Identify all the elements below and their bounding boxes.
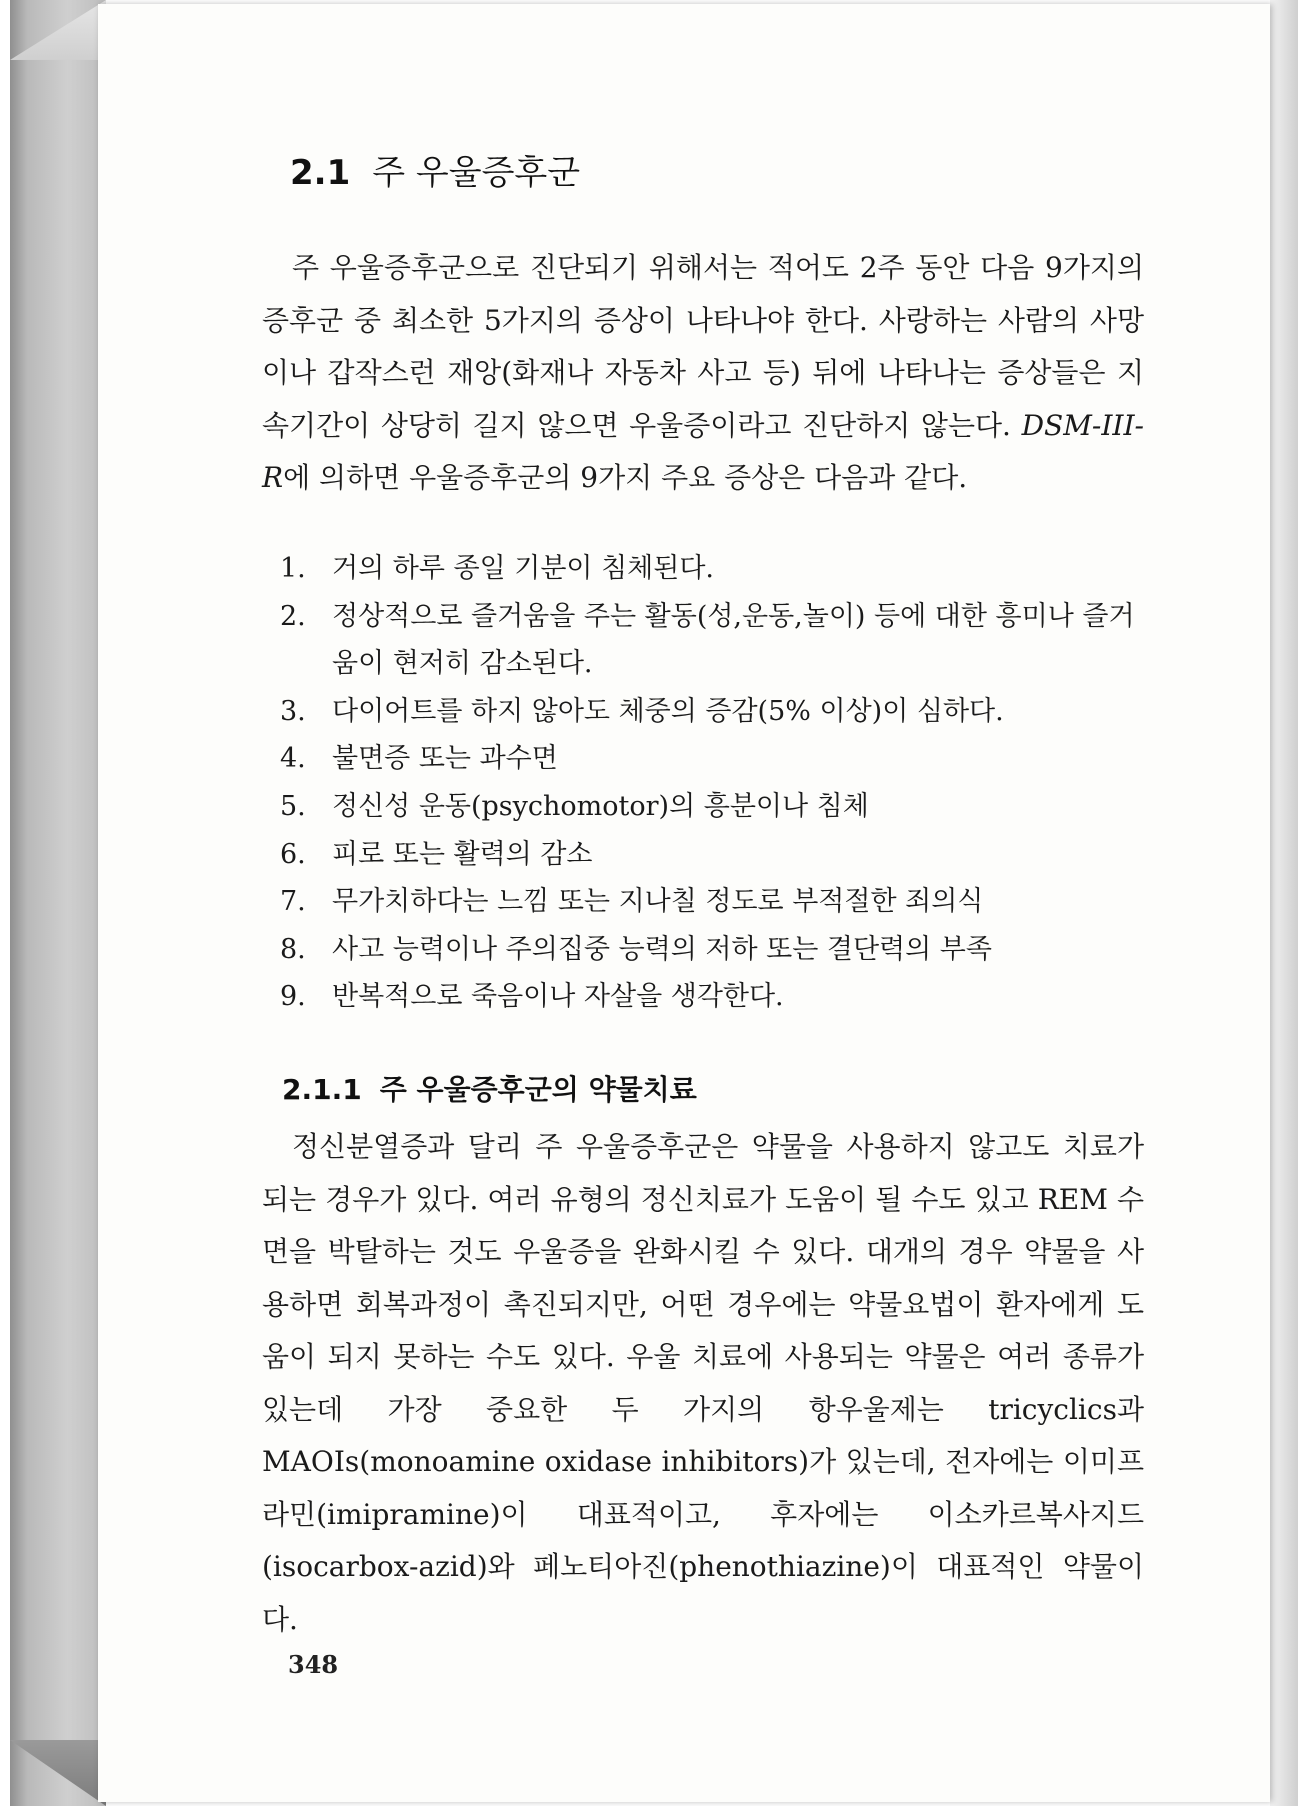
list-item [280,593,1146,688]
list-text: 정신성 운동(psychomotor)의 흥분이나 침체 [332,790,869,822]
list-number: 4. [280,743,306,775]
list-text: 정상적으로 즐거움을 주는 활동(성,운동,놀이) 등에 대한 흥미나 즐거움이 현저히 감소된다. [332,600,1135,680]
list-text: 거의 하루 종일 기분이 침체된다. [332,553,714,584]
symptom-list [280,545,1146,1021]
list-text: 불면증 또는 과수면 [332,743,558,775]
list-text: 무가치하다는 느낌 또는 지나칠 정도로 부적절한 죄의식 [332,886,984,918]
list-text: 다이어트를 하지 않아도 체중의 증감(5% 이상)이 심하다. [332,695,1004,727]
section-title [290,145,580,194]
list-text: 반복적으로 죽음이나 자살을 생각한다. [332,981,784,1013]
subsection-number: 2.1.1 [282,1073,362,1106]
subsection-title-text: 주 우울증후군의 약물치료 [379,1073,697,1106]
list-number: 5. [280,790,306,822]
list-item [280,735,1146,783]
intro-lead: 주 우울증후군으로 진단되기 위해서는 적어도 2주 동안 다음 9가지의 증후군 중 최소한 5가지의 증상이 나타나야 한다. 사랑하는 사람의 사망이나 갑작스런 재앙(화재나 자동차 사고 등) 뒤에 나타나는 증상들은 지속기간이 상당히 길지 않으면 우울증이라고 진단하지 않는다. [262,251,1144,442]
book-spine [10,0,106,1806]
list-number: 2. [280,600,306,632]
list-number: 3. [280,695,306,727]
list-number: 1. [280,553,306,584]
book-page-edge [1270,0,1298,1806]
subsection-title [282,1068,697,1108]
list-item [280,688,1146,736]
list-number: 8. [280,933,306,965]
list-item [280,831,1146,879]
intro-paragraph [262,242,1144,505]
list-item [280,783,1146,831]
section-number: 2.1 [290,153,351,193]
intro-tail: 에 의하면 우울증후군의 9가지 주요 증상은 다음과 같다. [283,461,968,494]
list-item [280,878,1146,926]
list-number: 7. [280,886,306,918]
treatment-text: 정신분열증과 달리 주 우울증후군은 약물을 사용하지 않고도 치료가 되는 경우가 있다. 여러 유형의 정신치료가 도움이 될 수도 있고 REM 수면을 박탈하는 것도 우울증을 완화시킬 수 있다. 대개의 경우 약물을 사용하면 회복과정이 촉진되지만, 어떤 경우에는 약물요법이 환자에게 도움이 되지 못하는 수도 있다. 우울 치료에 사용되는 약물은 여러 종류가 있는데 가장 중요한 두 가지의 항우울제는 tricyclics과 MAOIs(monoamine oxidase inhibitors)가 있는데, 전자에는 이미프라민(imipramine)이 대표적이고, 후자에는 이소카르복사지드(isocarbox-azid)와 페노티아진(phenothiazine)이 대표적인 약물이다. [262,1130,1144,1636]
dsm-reference: DSM-III-R [262,408,1144,494]
treatment-paragraph [262,1121,1144,1646]
list-text: 사고 능력이나 주의집중 능력의 저하 또는 결단력의 부족 [332,933,992,965]
page-number: 348 [288,1650,339,1679]
section-title-text: 주 우울증후군 [372,153,581,193]
list-item [280,545,1146,593]
list-text: 피로 또는 활력의 감소 [332,838,593,870]
list-number: 6. [280,838,306,870]
list-number: 9. [280,981,306,1013]
list-item [280,926,1146,974]
list-item [280,973,1146,1021]
